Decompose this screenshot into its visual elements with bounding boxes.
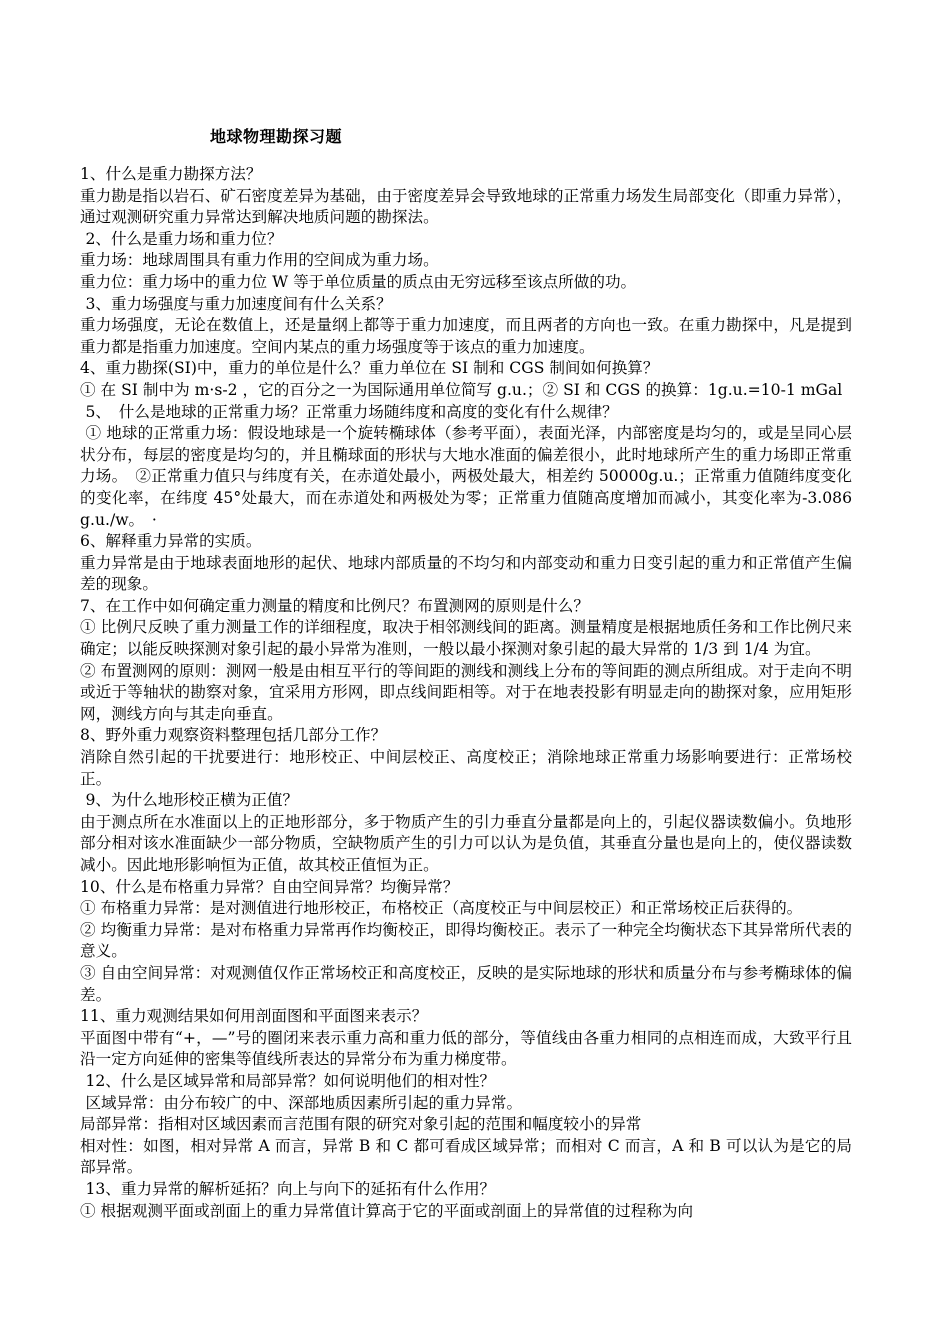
question-heading: 2、什么是重力场和重力位？ bbox=[85, 229, 283, 248]
answer-paragraph: 由于测点所在水准面以上的正地形部分，多于物质产生的引力垂直分量都是向上的，引起仪器读数偏小。负地形部分相对该水准面缺少一部分物质，空缺物质产生的引力可以认为是负值，其垂直分量也是向上的，使仪器读数减小。因此地形影响恒为正值，故其校正值恒为正。 bbox=[80, 812, 852, 874]
answer-paragraph: 重力位：重力场中的重力位 W 等于单位质量的质点由无穷远移至该点所做的功。 bbox=[80, 272, 637, 291]
answer-paragraph: ① 比例尺反映了重力测量工作的详细程度，取决于相邻测线间的距离。测量精度是根据地质任务和工作比例尺来确定；以能反映探测对象引起的最小异常为准则，一般以最小探测对象引起的最大异常的 1/3 到 1/4 为宜。 bbox=[80, 618, 852, 659]
question-heading: 13、重力异常的解析延拓？向上与向下的延拓有什么作用？ bbox=[85, 1179, 496, 1198]
question-heading: 5、 什么是地球的正常重力场？正常重力场随纬度和高度的变化有什么规律？ bbox=[85, 402, 618, 421]
answer-paragraph: 重力勘是指以岩石、矿石密度差异为基础，由于密度差异会导致地球的正常重力场发生局部变化（即重力异常），通过观测研究重力异常达到解决地质问题的勘探法。 bbox=[80, 186, 852, 227]
answer-paragraph: 重力场：地球周围具有重力作用的空间成为重力场。 bbox=[80, 251, 439, 270]
answer-paragraph: 消除自然引起的干扰要进行：地形校正、中间层校正、高度校正；消除地球正常重力场影响要进行：正常场校正。 bbox=[80, 748, 852, 788]
answer-paragraph: ① 根据观测平面或剖面上的重力异常值计算高于它的平面或剖面上的异常值的过程称为向 bbox=[80, 1201, 694, 1220]
answer-paragraph: 区域异常：由分布较广的中、深部地质因素所引起的重力异常。 bbox=[85, 1093, 523, 1112]
question-heading: 11、重力观测结果如何用剖面图和平面图来表示？ bbox=[80, 1007, 428, 1026]
page-title: 地球物理勘探习题 bbox=[210, 127, 343, 146]
answer-paragraph: ③ 自由空间异常：对观测值仅作正常场校正和高度校正，反映的是实际地球的形状和质量分布与参考椭球体的偏差。 bbox=[80, 963, 852, 1004]
answer-paragraph: ② 均衡重力异常：是对布格重力异常再作均衡校正，即得均衡校正。表示了一种完全均衡状态下其异常所代表的意义。 bbox=[80, 920, 852, 961]
answer-paragraph: ① 在 SI 制中为 m·s-2 ，它的百分之一为国际通用单位简写 g.u.；② SI 和 CGS 的换算：1g.u.=10-1 mGal bbox=[80, 380, 843, 399]
answer-paragraph: ① 地球的正常重力场：假设地球是一个旋转椭球体（参考平面），表面光泽，内部密度是均匀的，或是呈同心层状分布，每层的密度是均匀的，并且椭球面的形状与大地水准面的偏差很小，此时地球所产生的重力场即正常重力场。 ②正常重力值只与纬度有关，在赤道处最小，两极处最大，相差约 50000g.u.；正常重力值随纬度变化的变化率，在纬度 45°处最大，而在赤道处和两极处为零；正常重力值随高度增加而减小，其变化率为-3.086 g.u./w。 · bbox=[80, 424, 852, 529]
answer-paragraph: 局部异常：指相对区域因素而言范围有限的研究对象引起的范围和幅度较小的异常 bbox=[80, 1115, 642, 1134]
answer-paragraph: 重力场强度，无论在数值上，还是量纲上都等于重力加速度，而且两者的方向也一致。在重力勘探中，凡是提到重力都是指重力加速度。空间内某点的重力场强度等于该点的重力加速度。 bbox=[80, 316, 852, 356]
answer-paragraph: 相对性：如图，相对异常 A 而言，异常 B 和 C 都可看成区域异常；而相对 C 而言，A 和 B 可以认为是它的局部异常。 bbox=[80, 1136, 852, 1177]
question-heading: 6、解释重力异常的实质。 bbox=[80, 532, 262, 551]
question-heading: 1、什么是重力勘探方法？ bbox=[80, 165, 262, 183]
answer-paragraph: 重力异常是由于地球表面地形的起伏、地球内部质量的不均匀和内部变动和重力日变引起的重力和正常值产生偏差的现象。 bbox=[80, 553, 852, 594]
answer-paragraph: 平面图中带有“+，—”号的圈闭来表示重力高和重力低的部分，等值线由各重力相同的点相连而成，大致平行且沿一定方向延伸的密集等值线所表达的异常分布为重力梯度带。 bbox=[80, 1028, 852, 1069]
question-heading: 4、重力勘探(SI)中，重力的单位是什么？重力单位在 SI 制和 CGS 制间如何换算？ bbox=[80, 359, 659, 378]
question-heading: 8、野外重力观察资料整理包括几部分工作？ bbox=[80, 726, 387, 745]
answer-paragraph: ① 布格重力异常：是对测值进行地形校正，布格校正（高度校正与中间层校正）和正常场校正后获得的。 bbox=[80, 899, 803, 918]
question-heading: 3、重力场强度与重力加速度间有什么关系？ bbox=[85, 294, 392, 313]
question-heading: 10、什么是布格重力异常？自由空间异常？均衡异常？ bbox=[80, 877, 459, 896]
document-body bbox=[80, 164, 852, 1222]
question-heading: 12、什么是区域异常和局部异常？如何说明他们的相对性？ bbox=[85, 1071, 496, 1090]
question-heading: 7、在工作中如何确定重力测量的精度和比例尺？布置测网的原则是什么？ bbox=[80, 596, 589, 615]
question-heading: 9、为什么地形校正横为正值？ bbox=[85, 791, 299, 810]
answer-paragraph: ② 布置测网的原则：测网一般是由相互平行的等间距的测线和测线上分布的等间距的测点所组成。对于走向不明或近于等轴状的勘察对象，宜采用方形网，即点线间距相等。对于在地表投影有明显走向的勘探对象，应用矩形网，测线方向与其走向垂直。 bbox=[80, 661, 852, 723]
